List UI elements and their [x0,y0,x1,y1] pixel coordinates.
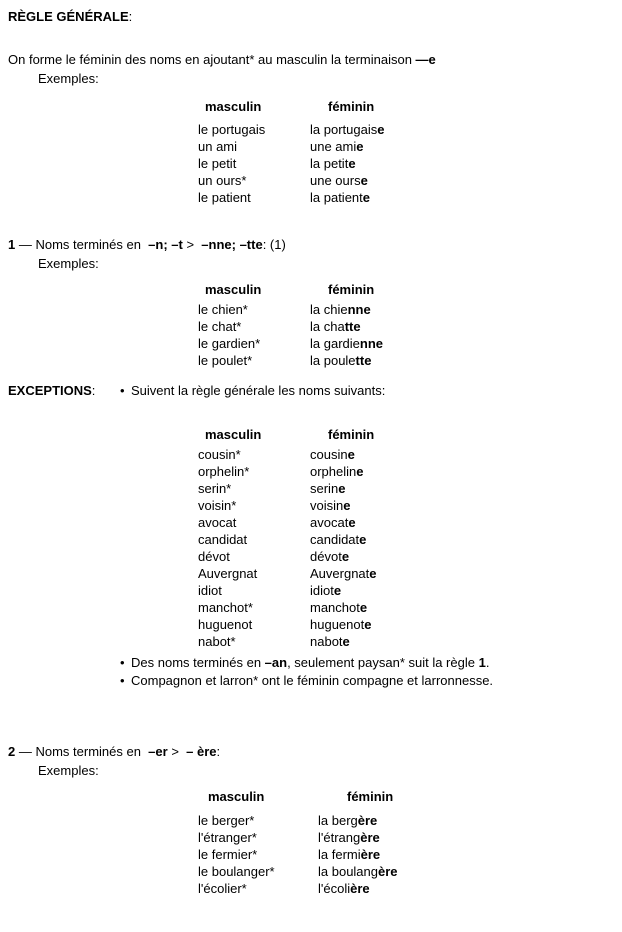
feminin-suffix: ère [357,813,378,828]
feminin-cell [310,582,614,599]
feminin-cell [310,463,614,480]
bullet-icon: • [120,655,125,670]
heading-suffix-to: – ère [186,744,217,759]
masculin-cell: l'écolier* [198,881,247,896]
masculin-cell: nabot* [198,634,236,649]
table-row [198,582,614,599]
feminin-cell [310,121,614,138]
feminin-suffix: e [343,498,351,513]
table-row [198,633,614,650]
feminin-cell [310,155,614,172]
feminin-suffix: e [356,139,364,154]
masculin-cell: huguenot [198,617,253,632]
exceptions-intro [120,382,385,399]
feminin-suffix: e [347,447,355,462]
note-bold: –an [264,655,288,670]
general-rule-ending: —e [415,52,436,67]
masculin-header: masculin [208,789,265,804]
feminin-suffix: e [348,515,356,530]
masculin-cell: le berger* [198,813,255,828]
masculin-header: masculin [205,99,262,114]
heading-suffix-from: –n; –t [148,237,183,252]
table-row [198,846,614,863]
section-1-examples-table [198,281,614,369]
feminin-base: la poule [310,353,356,368]
heading-arrow: > [182,237,202,252]
table-body [198,301,614,369]
masculin-cell: avocat [198,515,237,530]
feminin-base: la chie [310,302,348,317]
note-line [120,672,614,690]
table-row [198,863,614,880]
feminin-suffix: e [377,122,385,137]
note-text: . [485,655,490,670]
table-row [198,318,614,335]
section-1-heading [8,236,614,253]
feminin-cell [318,846,614,863]
feminin-cell [310,172,614,189]
feminin-base: cousin [310,447,348,462]
table-row [198,497,614,514]
table-row [198,446,614,463]
section-2-examples-table [198,788,614,897]
feminin-base: huguenot [310,617,365,632]
feminin-suffix: ère [360,830,380,845]
feminin-base: manchot [310,600,360,615]
feminin-base: la portugais [310,122,378,137]
feminin-base: orphelin [310,464,357,479]
masculin-cell: dévot [198,549,230,564]
feminin-base: Auvergnat [310,566,370,581]
masculin-header: masculin [205,282,262,297]
table-row [198,599,614,616]
feminin-base: serin [310,481,339,496]
table-row [198,514,614,531]
table-header-row [198,281,614,298]
feminin-suffix: e [341,549,350,564]
examples-label: Exemples: [38,256,99,271]
heading-text: — Noms terminés en [15,237,149,252]
table-row [198,301,614,318]
masculin-cell: le poulet* [198,353,253,368]
feminin-cell [310,599,614,616]
feminin-cell [318,863,614,880]
table-row [198,172,614,189]
masculin-cell: voisin* [198,498,237,513]
note-text: , seulement paysan* suit la règle [287,655,479,670]
table-row [198,121,614,138]
feminin-suffix: e [333,583,342,598]
feminin-cell [310,616,614,633]
table-row [198,880,614,897]
feminin-cell [310,480,614,497]
bullet-icon: • [120,673,125,688]
feminin-base: candidat [310,532,360,547]
feminin-base: la patient [310,190,363,205]
general-examples-table [198,98,614,206]
heading-suffix-to: –nne; –tte [201,237,263,252]
exceptions-heading [8,382,614,399]
feminin-suffix: ère [350,881,370,896]
page-title-text: RÈGLE GÉNÉRALE [8,9,129,24]
table-row [198,352,614,369]
heading-post: : [216,744,221,759]
section-2-heading [8,743,614,760]
masculin-cell: un ours* [198,173,247,188]
table-row [198,616,614,633]
feminin-base: la berg [318,813,358,828]
feminin-header: féminin [347,789,394,804]
feminin-cell [310,531,614,548]
feminin-cell [310,497,614,514]
exception-notes [120,654,614,690]
feminin-suffix: ère [360,847,381,862]
section-number: 2 [8,744,16,759]
table-row [198,812,614,829]
exceptions-table [198,426,614,650]
heading-text: — Noms terminés en [15,744,149,759]
table-row [198,565,614,582]
exceptions-label [8,383,95,398]
examples-label: Exemples: [38,71,99,86]
examples-label: Exemples: [38,763,99,778]
feminin-suffix: tte [344,319,361,334]
table-row [198,480,614,497]
masculin-cell: le gardien* [198,336,261,351]
table-row [198,189,614,206]
feminin-suffix: e [369,566,377,581]
feminin-suffix: e [364,617,372,632]
heading-suffix-from: –er [148,744,168,759]
table-row [198,155,614,172]
masculin-cell: le boulanger* [198,864,275,879]
feminin-base: avocat [310,515,349,530]
table-header-row [198,788,614,805]
exceptions-colon: : [91,383,96,398]
feminin-suffix: e [360,173,368,188]
table-row [198,548,614,565]
feminin-base: la cha [310,319,345,334]
feminin-cell [310,514,614,531]
masculin-cell: le chien* [198,302,248,317]
masculin-cell: idiot [198,583,222,598]
table-header-row [198,98,614,115]
table-row [198,138,614,155]
general-rule-text [8,51,614,68]
table-row [198,531,614,548]
heading-post: : (1) [262,237,286,252]
masculin-cell: cousin* [198,447,241,462]
feminin-base: l'étrang [318,830,361,845]
feminin-cell [310,446,614,463]
feminin-cell [310,352,614,369]
page-title-colon: : [128,9,133,24]
feminin-cell [310,565,614,582]
feminin-base: la gardie [310,336,360,351]
feminin-base: nabot [310,634,343,649]
feminin-suffix: e [338,481,346,496]
feminin-cell [318,812,614,829]
feminin-base: voisin [310,498,344,513]
feminin-cell [318,880,614,897]
table-body [198,121,614,206]
feminin-base: la petit [310,156,349,171]
section-number: 1 [8,237,16,252]
feminin-cell [310,138,614,155]
masculin-cell: candidat [198,532,248,547]
feminin-suffix: e [359,600,368,615]
feminin-suffix: e [356,464,364,479]
feminin-cell [310,301,614,318]
feminin-base: idiot [310,583,334,598]
feminin-base: la fermi [318,847,361,862]
bullet-icon: • [120,383,125,398]
feminin-suffix: e [348,156,356,171]
feminin-cell [310,633,614,650]
note-text: Des noms terminés en [131,655,265,670]
masculin-header: masculin [205,427,262,442]
feminin-cell [310,189,614,206]
feminin-suffix: e [342,634,350,649]
feminin-suffix: e [362,190,370,205]
feminin-suffix: tte [355,353,372,368]
exceptions-intro-text: Suivent la règle générale les noms suivants: [131,383,386,398]
table-body [198,812,614,897]
exceptions-word: EXCEPTIONS [8,383,92,398]
feminin-suffix: nne [359,336,383,351]
feminin-cell [310,335,614,352]
feminin-suffix: e [359,532,367,547]
table-body [198,446,614,650]
heading-arrow: > [167,744,187,759]
feminin-cell [310,318,614,335]
table-row [198,829,614,846]
masculin-cell: un ami [198,139,238,154]
feminin-header: féminin [328,282,375,297]
masculin-cell: le petit [198,156,237,171]
feminin-base: la boulang [318,864,378,879]
masculin-cell: manchot* [198,600,253,615]
note-text: Compagnon et larron* ont le féminin compagne et larronnesse. [131,673,494,688]
masculin-cell: le chat* [198,319,242,334]
feminin-header: féminin [328,427,375,442]
masculin-cell: serin* [198,481,232,496]
table-header-row [198,426,614,443]
masculin-cell: orphelin* [198,464,250,479]
masculin-cell: le patient [198,190,251,205]
masculin-cell: le fermier* [198,847,258,862]
note-bold: 1 [478,655,486,670]
table-row [198,463,614,480]
page-title [8,8,614,25]
table-row [198,335,614,352]
feminin-base: dévot [310,549,342,564]
feminin-cell [310,548,614,565]
masculin-cell: le portugais [198,122,266,137]
feminin-header: féminin [328,99,375,114]
masculin-cell: l'étranger* [198,830,257,845]
feminin-base: une ami [310,139,357,154]
feminin-suffix: nne [347,302,371,317]
feminin-base: une ours [310,173,361,188]
feminin-cell [318,829,614,846]
feminin-base: l'écoli [318,881,351,896]
feminin-suffix: ère [378,864,398,879]
masculin-cell: Auvergnat [198,566,258,581]
general-rule-body: On forme le féminin des noms en ajoutant* au masculin la terminaison [8,52,416,67]
note-line [120,654,614,672]
